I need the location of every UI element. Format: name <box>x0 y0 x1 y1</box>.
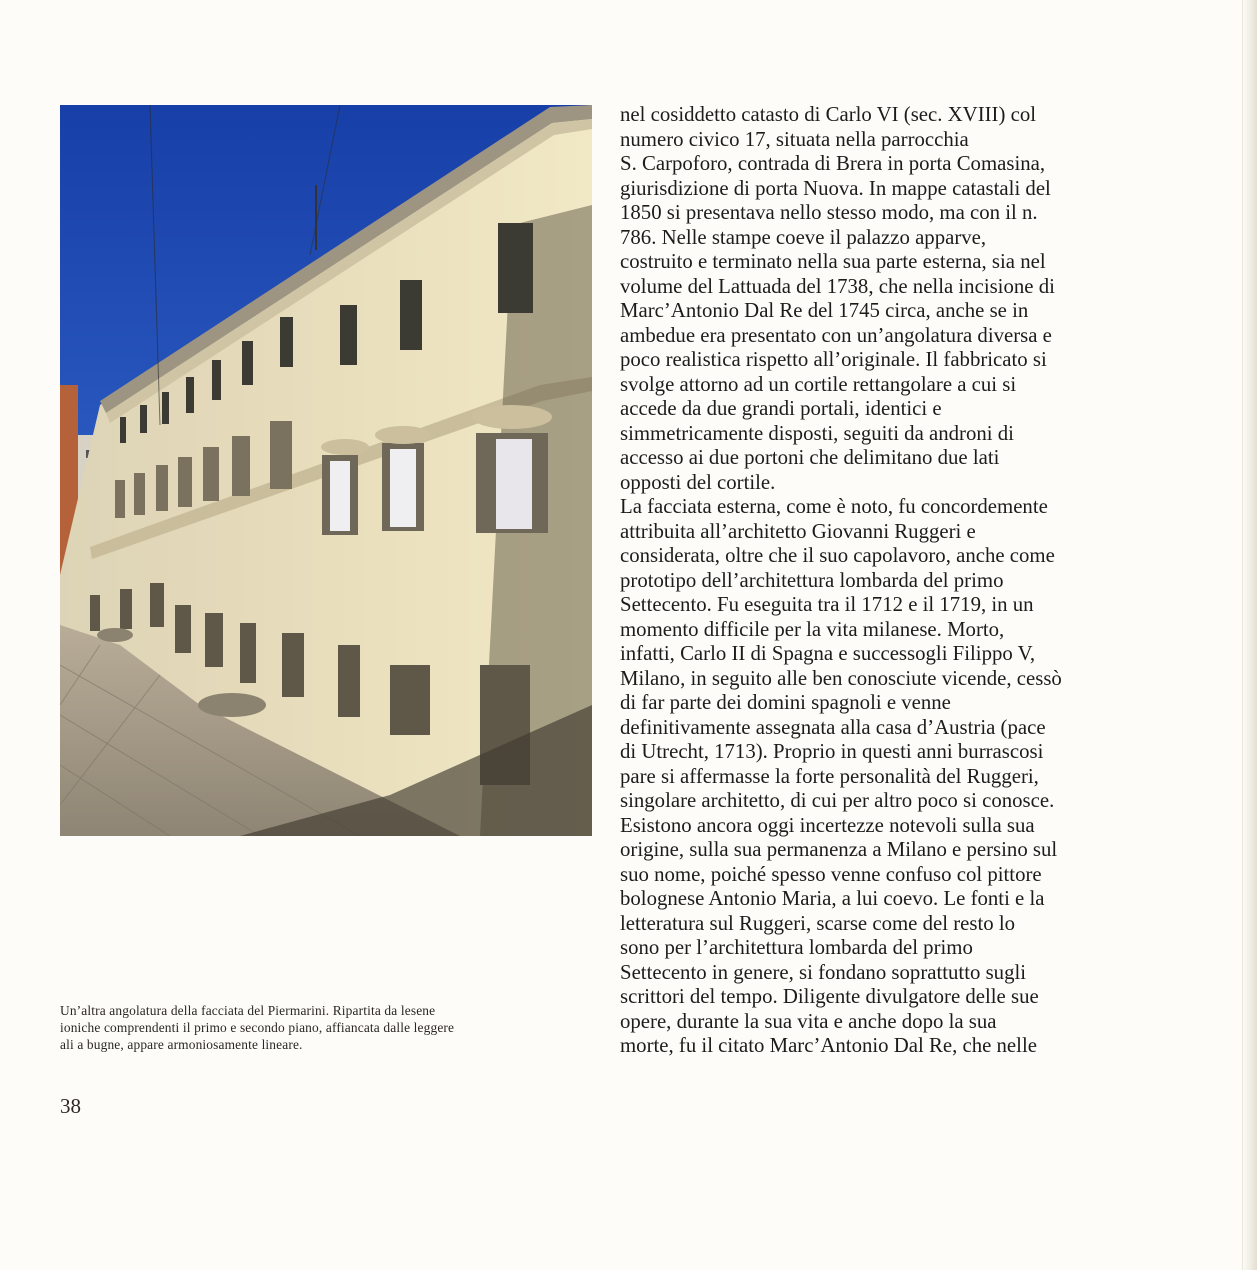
text-line: numero civico 17, situata nella parrocchia <box>620 127 969 151</box>
text-line: ambedue era presentato con un’angolatura diversa e <box>620 323 1052 347</box>
text-line: simmetricamente disposti, seguiti da androni di <box>620 421 1014 445</box>
text-line: Marc’Antonio Dal Re del 1745 circa, anche se in <box>620 299 1029 322</box>
text-line: opere, durante la sua vita e anche dopo la sua <box>620 1009 997 1033</box>
text-line: poco realistica rispetto all’originale. Il fabbricato si <box>620 348 1047 371</box>
text-line: Milano, in seguito alle ben conosciute vicende, cessò <box>620 666 1062 690</box>
text-line: volume del Lattuada del 1738, che nella incisione di <box>620 274 1055 298</box>
text-line: attribuita all’architetto Giovanni Ruggeri e <box>620 519 976 543</box>
text-line: infatti, Carlo II di Spagna e successogli Filippo V, <box>620 642 1036 665</box>
text-line: giurisdizione di porta Nuova. In mappe catastali del <box>620 176 1051 200</box>
text-line: di far parte dei domini spagnoli e venne <box>620 691 951 714</box>
caption-line: ali a bugne, appare armoniosamente lineare. <box>60 1037 303 1052</box>
text-line: Esistono ancora oggi incertezze notevoli sulla sua <box>620 813 1035 837</box>
text-line: opposti del cortile. <box>620 470 776 494</box>
text-line: accesso ai due portoni che delimitano due lati <box>620 446 1000 469</box>
text-line: momento difficile per la vita milanese. Morto, <box>620 617 1005 641</box>
text-line: bolognese Antonio Maria, a lui coevo. Le fonti e la <box>620 887 1045 910</box>
text-line: prototipo dell’architettura lombarda del primo <box>620 568 1004 592</box>
photo-caption <box>60 1002 595 1053</box>
caption-line: ioniche comprendenti il primo e secondo piano, affiancata dalle leggere <box>60 1020 455 1035</box>
text-line: S. Carpoforo, contrada di Brera in porta Comasina, <box>620 152 1046 175</box>
text-line: 786. Nelle stampe coeve il palazzo apparve, <box>620 225 987 249</box>
text-line: singolare architetto, di cui per altro poco si conosce. <box>620 789 1055 812</box>
body-text-column <box>620 103 1165 1059</box>
text-line: pare si affermasse la forte personalità del Ruggeri, <box>620 764 1039 788</box>
text-line: sono per l’architettura lombarda del primo <box>620 936 973 959</box>
text-line: di Utrecht, 1713). Proprio in questi anni burrascosi <box>620 740 1044 763</box>
text-line: 1850 si presentava nello stesso modo, ma con il n. <box>620 201 1038 224</box>
text-line: suo nome, poiché spesso venne confuso col pittore <box>620 862 1042 886</box>
text-line: definitivamente assegnata alla casa d’Austria (pace <box>620 715 1046 739</box>
text-line: considerata, oltre che il suo capolavoro, anche come <box>620 544 1055 567</box>
text-line: scrittori del tempo. Diligente divulgatore delle sue <box>620 985 1039 1008</box>
text-line: Settecento in genere, si fondano soprattutto sugli <box>620 960 1027 984</box>
page-edge <box>1242 0 1257 1270</box>
text-line: letteratura sul Ruggeri, scarse come del resto lo <box>620 911 1015 935</box>
text-line: origine, sulla sua permanenza a Milano e persino sul <box>620 838 1058 861</box>
page-number: 38 <box>60 1094 81 1118</box>
text-line: Settecento. Fu eseguita tra il 1712 e il 1719, in un <box>620 593 1034 616</box>
text-line: svolge attorno ad un cortile rettangolare a cui si <box>620 372 1017 396</box>
text-line: accede da due grandi portali, identici e <box>620 397 942 420</box>
text-line: morte, fu il citato Marc’Antonio Dal Re, che nelle <box>620 1034 1037 1057</box>
text-line: nel cosiddetto catasto di Carlo VI (sec. XVIII) col <box>620 103 1036 126</box>
caption-line: Un’altra angolatura della facciata del Piermarini. Ripartita da lesene <box>60 1003 436 1018</box>
palazzo-facade-photo <box>60 105 592 836</box>
text-line: costruito e terminato nella sua parte esterna, sia nel <box>620 250 1046 273</box>
text-line: La facciata esterna, come è noto, fu concordemente <box>620 495 1048 518</box>
